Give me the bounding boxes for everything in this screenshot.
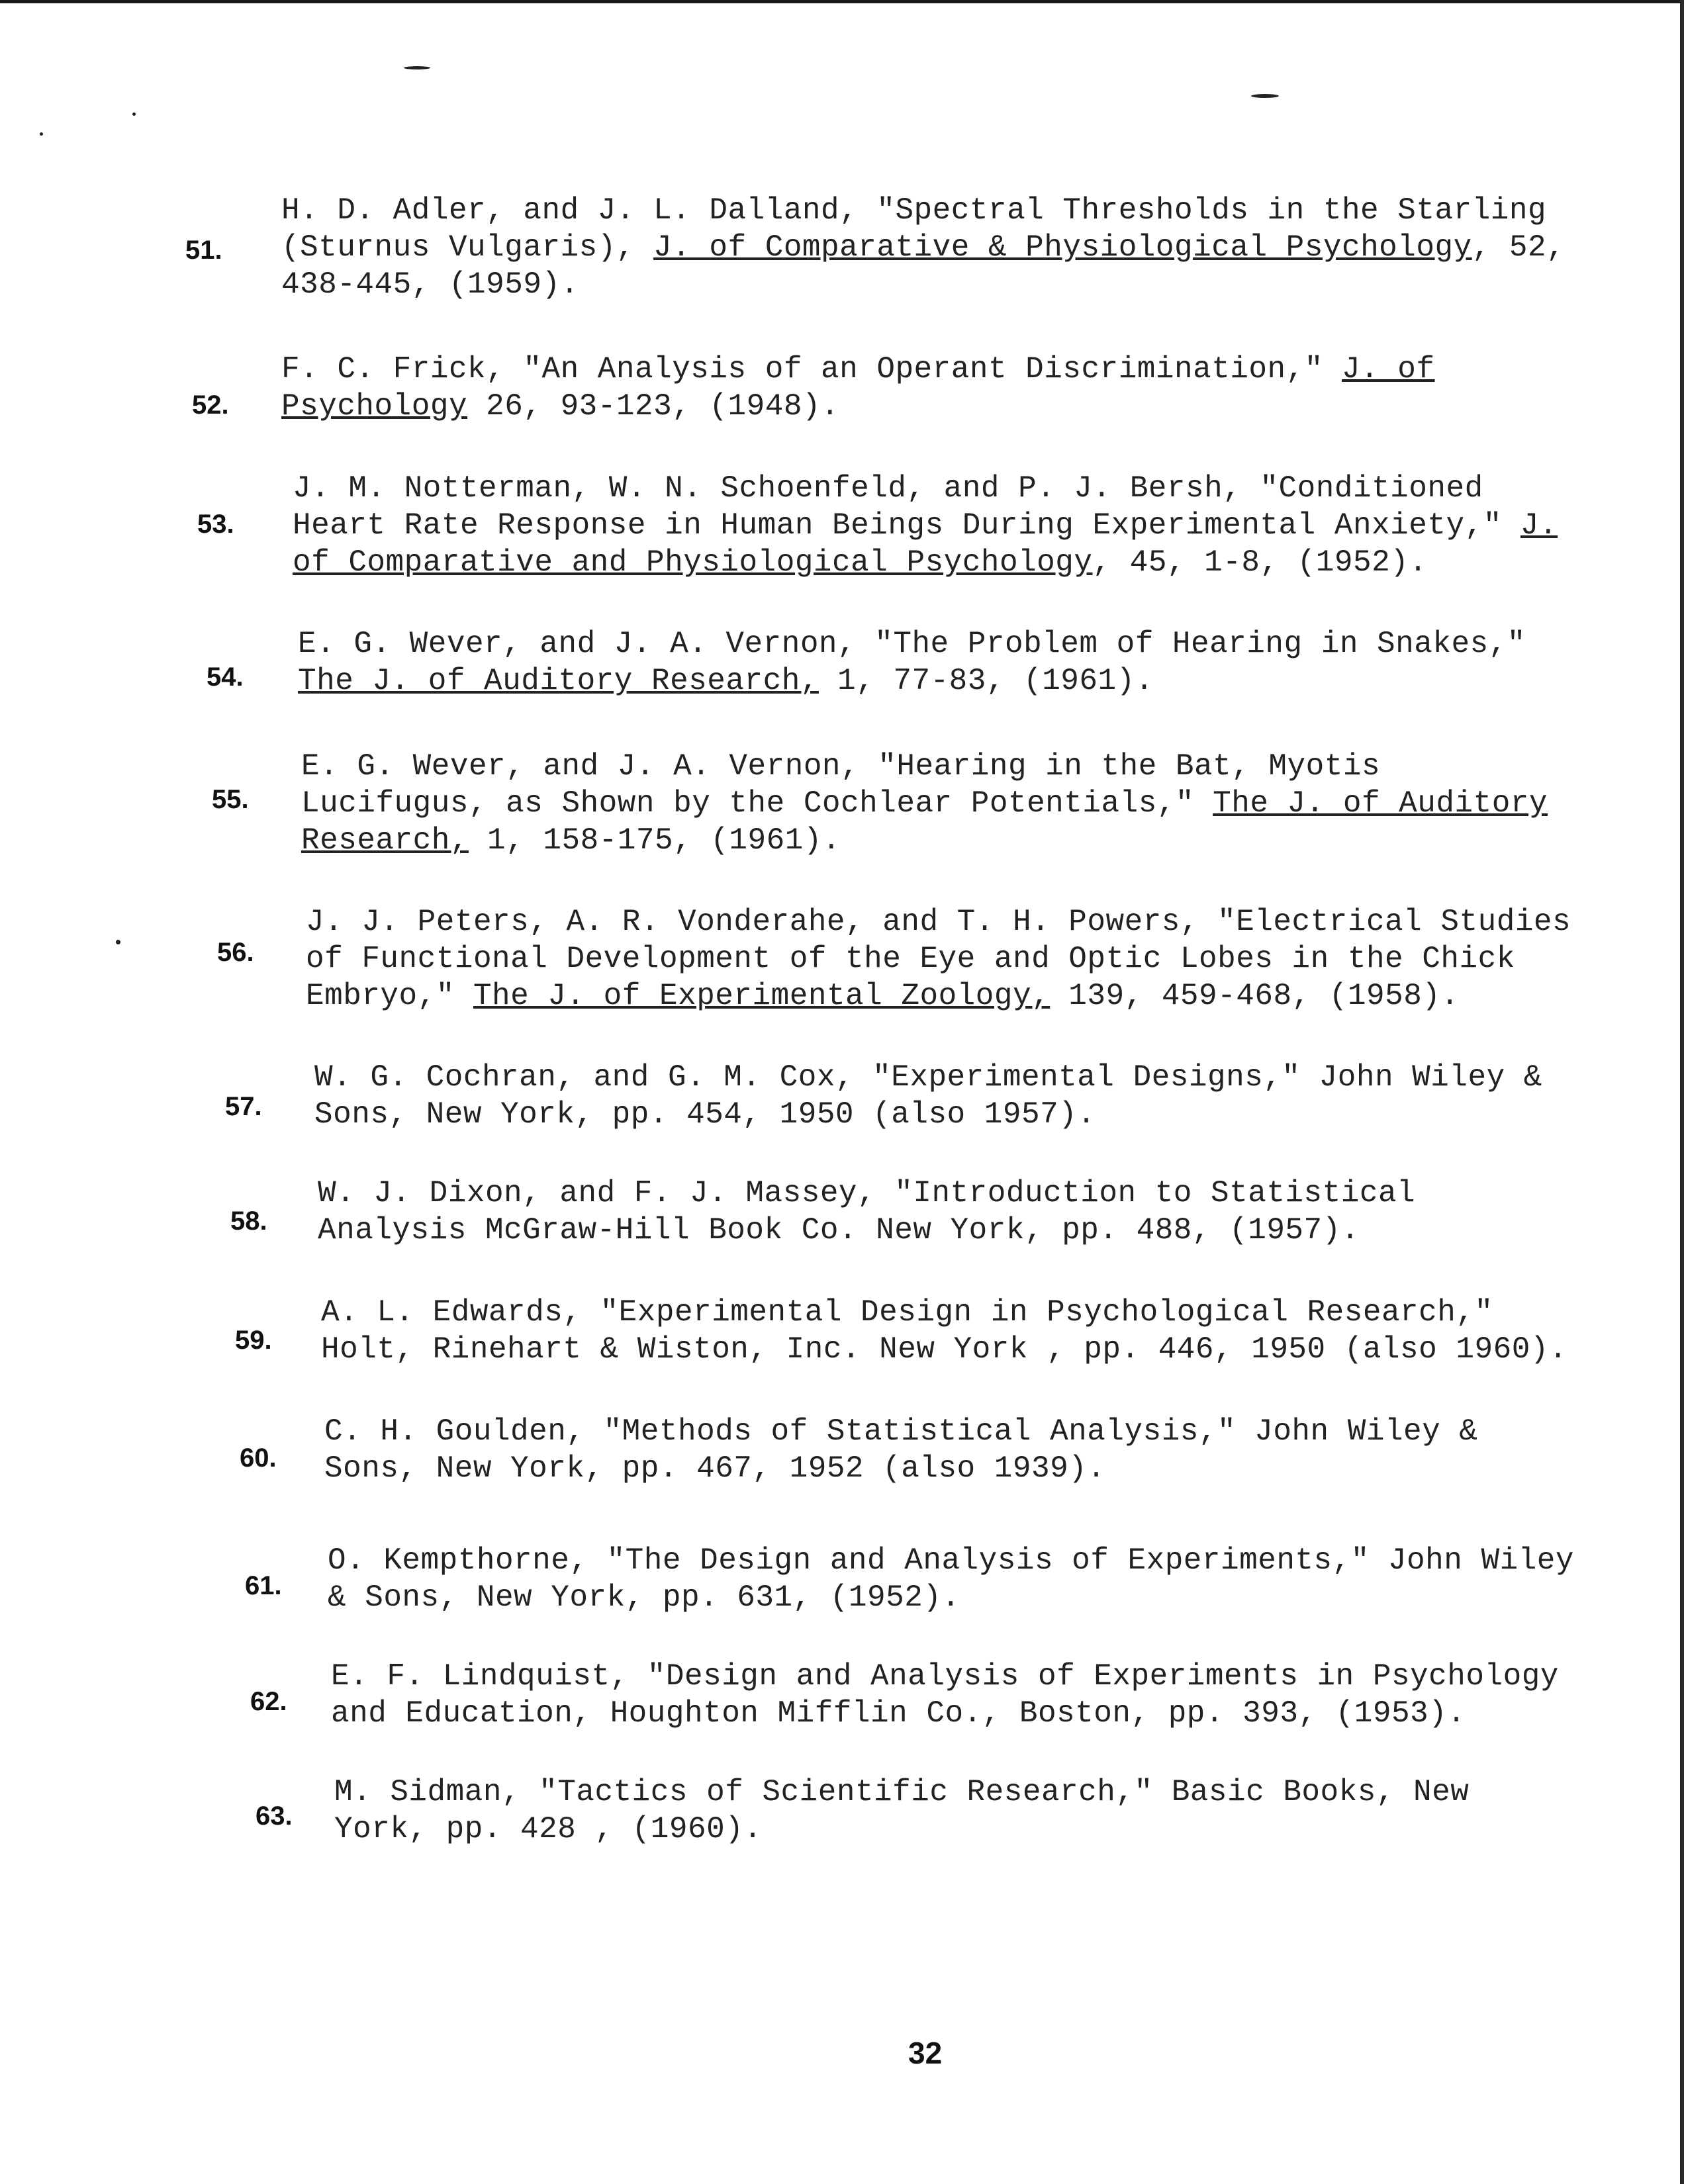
- scan-speck: [1251, 94, 1279, 98]
- reference-item: [185, 1059, 1578, 1133]
- reference-item: [185, 1542, 1578, 1616]
- reference-number: 56.: [217, 938, 254, 967]
- reference-number: 59.: [235, 1326, 272, 1355]
- journal-title: The J. of Experimental Zoology,: [473, 979, 1051, 1013]
- reference-text: E. G. Wever, and J. A. Vernon, "The Problem of Hearing in Snakes," The J. of Auditory Research, 1, 77-83, (1961).: [298, 627, 1526, 698]
- reference-number: 60.: [240, 1443, 277, 1473]
- reference-item: [185, 351, 1578, 425]
- reference-item: [185, 1658, 1578, 1732]
- journal-title: J. of Comparative and Physiological Psychology: [293, 508, 1558, 580]
- reference-text: E. G. Wever, and J. A. Vernon, "Hearing in the Bat, Myotis Lucifugus, as Shown by the Cochlear Potentials," The J. of Auditory Research, 1, 158-175, (1961).: [301, 749, 1548, 858]
- reference-number: 55.: [212, 785, 249, 814]
- reference-text: W. G. Cochran, and G. M. Cox, "Experimental Designs," John Wiley & Sons, New York, pp. 454, 1950 (also 1957).: [314, 1060, 1542, 1132]
- reference-item: [185, 903, 1578, 1015]
- reference-number: 61.: [245, 1571, 282, 1600]
- reference-text: H. D. Adler, and J. L. Dalland, "Spectral Thresholds in the Starling (Sturnus Vulgaris), J. of Comparative & Physiological Psychology, 52, 438-445, (1959).: [281, 193, 1566, 302]
- reference-item: [185, 1294, 1578, 1368]
- reference-item: [185, 748, 1578, 859]
- scan-speck: [40, 132, 43, 136]
- reference-text: J. J. Peters, A. R. Vonderahe, and T. H. Powers, "Electrical Studies of Functional Development of the Eye and Optic Lobes in the Chick Embryo," The J. of Experimental Zoology, 139, 459-468, (1958).: [306, 905, 1571, 1013]
- journal-title: J. of Psychology: [281, 352, 1435, 424]
- reference-item: [185, 1413, 1578, 1487]
- reference-text: O. Kempthorne, "The Design and Analysis of Experiments," John Wiley & Sons, New York, pp. 631, (1952).: [328, 1543, 1575, 1615]
- reference-text: A. L. Edwards, "Experimental Design in Psychological Research," Holt, Rinehart & Wiston, Inc. New York , pp. 446, 1950 (also 1960).: [321, 1295, 1568, 1367]
- reference-text: E. F. Lindquist, "Design and Analysis of Experiments in Psychology and Education, Houghton Mifflin Co., Boston, pp. 393, (1953).: [331, 1659, 1559, 1731]
- reference-text: F. C. Frick, "An Analysis of an Operant Discrimination," J. of Psychology 26, 93-123, (1948).: [281, 352, 1435, 424]
- reference-text: J. M. Notterman, W. N. Schoenfeld, and P. J. Bersh, "Conditioned Heart Rate Response in Human Beings During Experimental Anxiety," J. of Comparative and Physiological Psychology, 45, 1-8, (1952).: [293, 471, 1558, 580]
- reference-number: 63.: [256, 1801, 293, 1831]
- reference-text: M. Sidman, "Tactics of Scientific Research," Basic Books, New York, pp. 428 , (1960).: [334, 1775, 1470, 1846]
- right-border: [1680, 0, 1684, 2184]
- reference-number: 54.: [207, 662, 244, 692]
- reference-number: 53.: [197, 510, 234, 539]
- scan-speck: [132, 113, 136, 116]
- reference-number: 58.: [230, 1206, 267, 1236]
- reference-text: C. H. Goulden, "Methods of Statistical Analysis," John Wiley & Sons, New York, pp. 467, 1952 (also 1939).: [324, 1414, 1478, 1486]
- scan-speck: [116, 940, 120, 944]
- reference-item: [185, 1175, 1578, 1249]
- reference-item: [185, 470, 1578, 581]
- reference-text: W. J. Dixon, and F. J. Massey, "Introduction to Statistical Analysis McGraw-Hill Book Co. New York, pp. 488, (1957).: [318, 1176, 1416, 1248]
- reference-number: 51.: [185, 236, 222, 265]
- reference-number: 62.: [250, 1687, 287, 1716]
- top-border: [0, 0, 1684, 3]
- reference-number: 57.: [225, 1092, 262, 1121]
- journal-title: The J. of Auditory Research,: [298, 664, 819, 698]
- reference-number: 52.: [192, 390, 229, 420]
- journal-title: The J. of Auditory Research,: [301, 786, 1548, 858]
- reference-item: [185, 625, 1578, 700]
- scan-speck: [404, 66, 430, 69]
- reference-item: [185, 1774, 1578, 1848]
- journal-title: J. of Comparative & Physiological Psychology: [653, 230, 1472, 265]
- page-number: 32: [908, 2036, 943, 2070]
- reference-item: [185, 192, 1578, 303]
